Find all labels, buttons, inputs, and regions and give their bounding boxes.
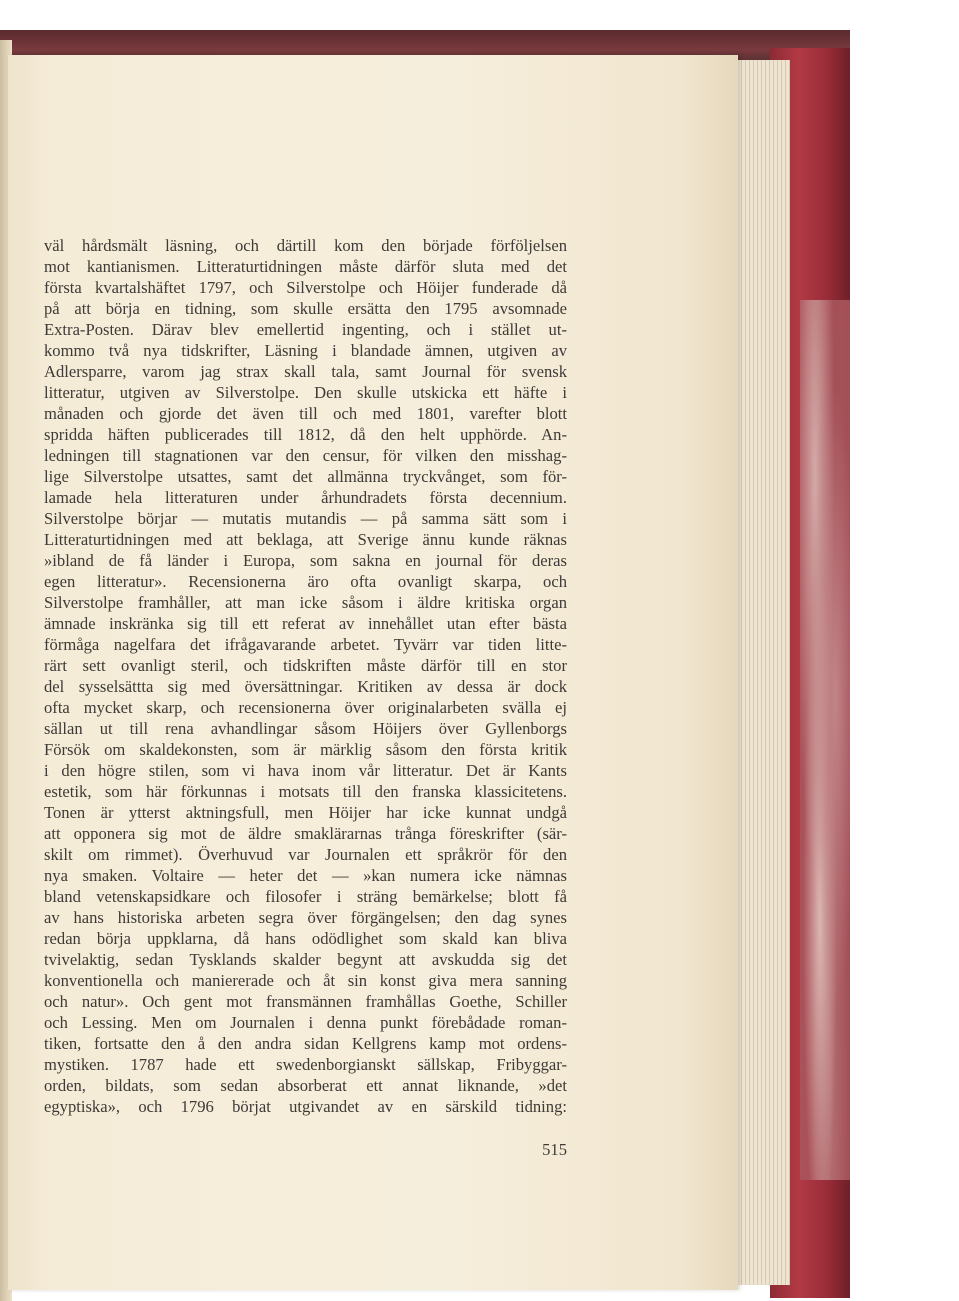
marbled-endpaper xyxy=(800,300,850,1180)
text-line: skilt om rimmet). Överhuvud var Journalen ett språkrör för den xyxy=(44,845,567,864)
text-line: Litteraturtidningen med att beklaga, att Sverige ännu kunde räknas xyxy=(44,530,567,549)
text-line: Silverstolpe framhåller, att man icke såsom i äldre kritiska organ xyxy=(44,593,567,612)
text-line: att opponera sig mot de äldre smaklärarnas trånga föreskrifter (sär- xyxy=(44,824,567,843)
text-line: redan börja uppklarna, då hans odödlighet som skald kan bliva xyxy=(44,929,567,948)
text-line: tiken, fortsatte den å den andra sidan Kellgrens kamp mot ordens- xyxy=(44,1034,567,1053)
text-line: mot kantianismen. Litteraturtidningen måste därför sluta med det xyxy=(44,257,567,276)
text-line: ämnade inskränka sig till ett referat av innehållet utan efter bästa xyxy=(44,614,567,633)
text-line: och natur». Och gent mot fransmännen framhållas Goethe, Schiller xyxy=(44,992,567,1011)
text-line: konventionella och maniererade och åt sin konst giva mera sanning xyxy=(44,971,567,990)
text-line: Tonen är ytterst aktningsfull, men Höijer har icke kunnat undgå xyxy=(44,803,567,822)
text-line: i den högre stilen, som vi hava inom vår litteratur. Det är Kants xyxy=(44,761,567,780)
book-page xyxy=(8,55,738,1290)
text-line: lamade hela litteraturen under århundradets första decennium. xyxy=(44,488,567,507)
text-line: egen litteratur». Recensionerna äro ofta ovanligt skarpa, och xyxy=(44,572,567,591)
page-edges xyxy=(730,60,790,1285)
text-line: och Lessing. Men om Journalen i denna punkt förebådade roman- xyxy=(44,1013,567,1032)
body-text xyxy=(44,235,567,1117)
text-line: väl hårdsmält läsning, och därtill kom den började förföljelsen xyxy=(44,236,567,255)
page-number: 515 xyxy=(542,1140,567,1159)
text-line: tvivelaktig, sedan Tysklands skalder begynt att avskudda sig det xyxy=(44,950,567,969)
text-line: ledningen till stagnationen var den censur, för vilken den misshag- xyxy=(44,446,567,465)
text-line: estetik, som här förkunnas i motsats till den franska klassicitetens. xyxy=(44,782,567,801)
text-line: månaden och gjorde det även till och med 1801, varefter blott xyxy=(44,404,567,423)
text-line: spridda häften publicerades till 1812, då den helt upphörde. An- xyxy=(44,425,567,444)
text-line: kommo två nya tidskrifter, Läsning i blandade ämnen, utgiven av xyxy=(44,341,567,360)
text-line: sällan ut till rena avhandlingar såsom Höijers över Gyllenborgs xyxy=(44,719,567,738)
text-line: egyptiska», och 1796 börjat utgivandet av en särskild tidning: xyxy=(44,1097,567,1116)
text-line: litteratur, utgiven av Silverstolpe. Den skulle utskicka ett häfte i xyxy=(44,383,567,402)
text-line: ofta mycket skarp, och recensionerna över originalarbeten svälla ej xyxy=(44,698,567,717)
text-line: första kvartalshäftet 1797, och Silverstolpe och Höijer funderade då xyxy=(44,278,567,297)
text-line: del sysselsättta sig med översättningar. Kritiken av dessa är dock xyxy=(44,677,567,696)
text-line: orden, bildats, som sedan absorberat ett annat liknande, »det xyxy=(44,1076,567,1095)
text-line: mystiken. 1787 hade ett swedenborgianskt sällskap, Fribyggar- xyxy=(44,1055,567,1074)
text-line: förmåga nagelfara det ifrågavarande arbetet. Tyvärr var tiden litte- xyxy=(44,635,567,654)
text-line: Silverstolpe börjar — mutatis mutandis — på samma sätt som i xyxy=(44,509,567,528)
text-line: rärt sett ovanligt steril, och tidskriften måste därför till en stor xyxy=(44,656,567,675)
text-line: på att börja en tidning, som skulle ersätta den 1795 avsomnade xyxy=(44,299,567,318)
text-line: av hans historiska arbeten segra över förgängelsen; den dag synes xyxy=(44,908,567,927)
text-line: lige Silverstolpe utsattes, samt det allmänna tryckvånget, som för- xyxy=(44,467,567,486)
text-line: »ibland de få länder i Europa, som sakna en journal för deras xyxy=(44,551,567,570)
text-line: nya smaken. Voltaire — heter det — »kan numera icke nämnas xyxy=(44,866,567,885)
text-line: Adlersparre, varom jag strax skall tala, samt Journal för svensk xyxy=(44,362,567,381)
text-line: bland vetenskapsidkare och filosofer i sträng bemärkelse; blott få xyxy=(44,887,567,906)
text-line: Försök om skaldekonsten, som är märklig såsom den första kritik xyxy=(44,740,567,759)
text-line: Extra-Posten. Därav blev emellertid ingenting, och i stället ut- xyxy=(44,320,567,339)
